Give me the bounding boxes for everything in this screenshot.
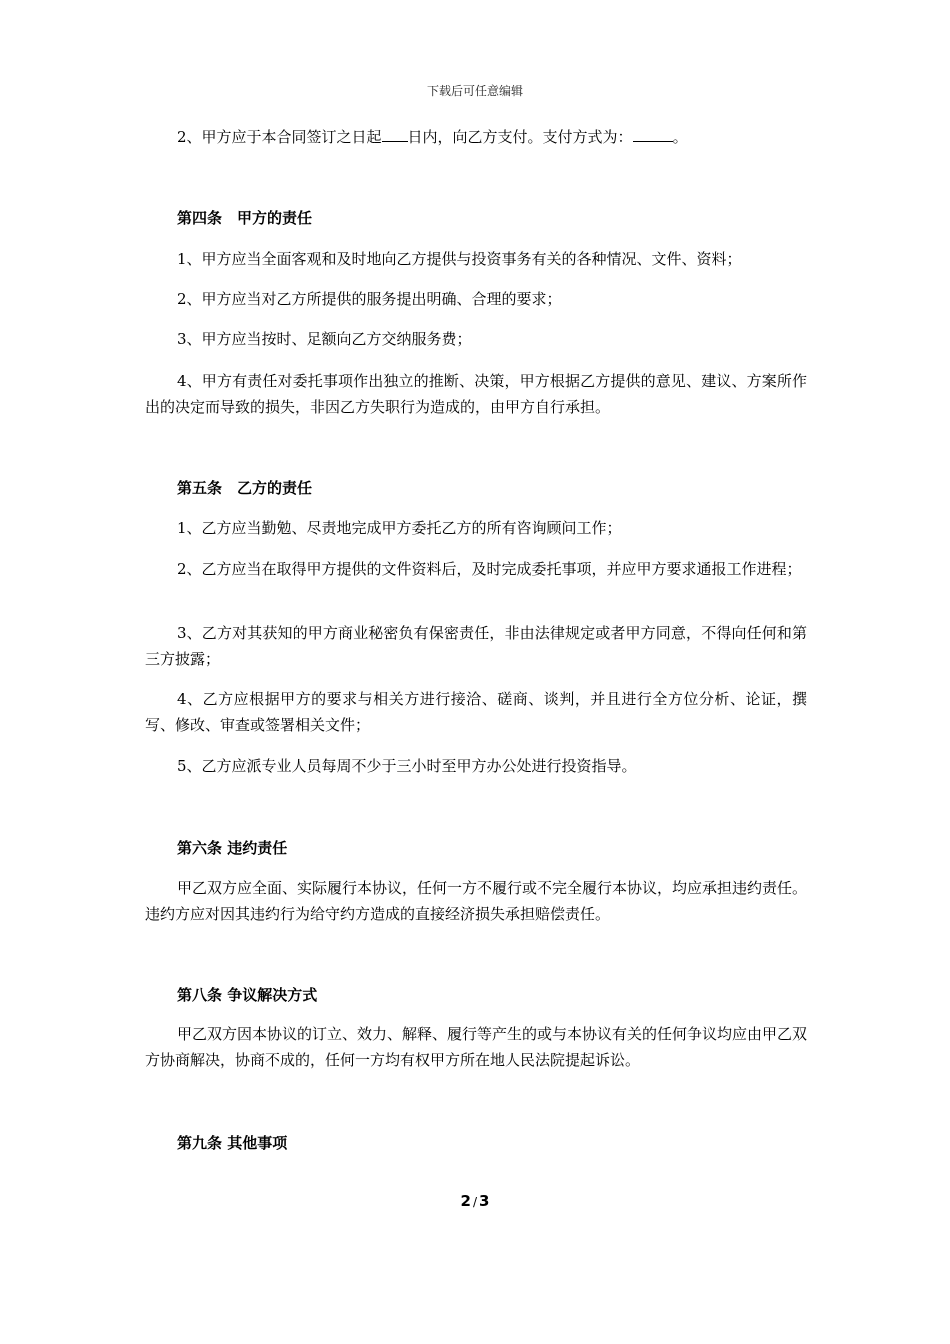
article5-item-2: 2、乙方应当在取得甲方提供的文件资料后，及时完成委托事项，并应甲方要求通报工作进程；	[177, 560, 802, 578]
article6-body: 甲乙双方应全面、实际履行本协议，任何一方不履行或不完全履行本协议，均应承担违约责任。违约方应对因其违约行为给守约方造成的直接经济损失承担赔偿责任。	[145, 879, 808, 923]
article3-item2	[145, 124, 807, 150]
article3-item2-text-b: 日内，向乙方支付。支付方式为：	[407, 128, 633, 146]
article9-title: 第九条 其他事项	[177, 1134, 288, 1152]
article4-item-2: 2、甲方应当对乙方所提供的服务提出明确、合理的要求；	[177, 290, 562, 308]
page-separator: /	[472, 1195, 478, 1209]
article3-item2-text-c: 。	[672, 128, 688, 146]
page-number	[0, 1192, 950, 1210]
article3-item2-text-a: 2、甲方应于本合同签订之日起	[177, 128, 382, 146]
article5-item-3: 3、乙方对其获知的甲方商业秘密负有保密责任，非由法律规定或者甲方同意，不得向任何和第三方披露；	[145, 624, 807, 668]
article4-item-3: 3、甲方应当按时、足额向乙方交纳服务费；	[177, 330, 472, 348]
article6-title: 第六条 违约责任	[177, 839, 288, 857]
payment-method-blank	[633, 126, 673, 142]
page-header: 下载后可任意编辑	[426, 84, 523, 98]
article8-title: 第八条 争议解决方式	[177, 986, 318, 1004]
article4-title: 第四条 甲方的责任	[177, 209, 313, 227]
days-blank	[382, 126, 408, 142]
article5-item-4: 4、乙方应根据甲方的要求与相关方进行接洽、磋商、谈判，并且进行全方位分析、论证，撰写、修改、审查或签署相关文件；	[145, 690, 807, 734]
total-pages: 3	[479, 1192, 490, 1210]
article4-item-1: 1、甲方应当全面客观和及时地向乙方提供与投资事务有关的各种情况、文件、资料；	[177, 250, 742, 268]
article5-title: 第五条 乙方的责任	[177, 479, 313, 497]
article5-item-1: 1、乙方应当勤勉、尽责地完成甲方委托乙方的所有咨询顾问工作；	[177, 519, 622, 537]
current-page: 2	[460, 1192, 471, 1210]
article8-body: 甲乙双方因本协议的订立、效力、解释、履行等产生的或与本协议有关的任何争议均应由甲乙双方协商解决，协商不成的，任何一方均有权甲方所在地人民法院提起诉讼。	[145, 1025, 808, 1069]
article4-item-4: 4、甲方有责任对委托事项作出独立的推断、决策，甲方根据乙方提供的意见、建议、方案所作出的决定而导致的损失，非因乙方失职行为造成的，由甲方自行承担。	[145, 372, 807, 416]
article5-item-5: 5、乙方应派专业人员每周不少于三小时至甲方办公处进行投资指导。	[177, 757, 637, 775]
